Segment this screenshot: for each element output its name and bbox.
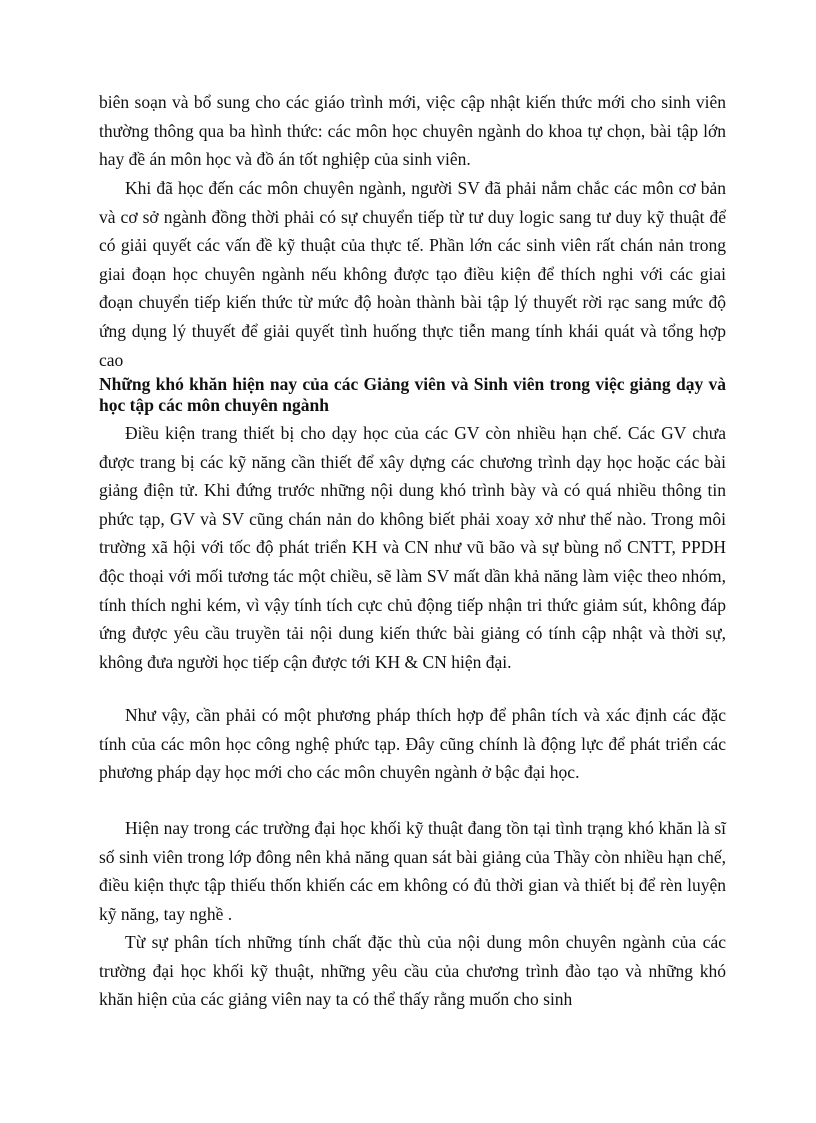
paragraph-teaching-method: Như vậy, cần phải có một phương pháp thích hợp để phân tích và xác định các đặc tính của các môn học công nghệ phức tạp. Đây cũng chính là động lực để phát triển các phương pháp dạy học mới cho các môn chuyên ngành ở bậc đại học. (99, 705, 726, 783)
paragraph-specialized-courses: Khi đã học đến các môn chuyên ngành, người SV đã phải nắm chắc các môn cơ bản và cơ sở ngành đồng thời phải có sự chuyển tiếp từ tư duy logic sang tư duy kỹ thuật để có giải quyết các vấn đề kỹ thuật của thực tế. Phần lớn các sinh viên rất chán nản trong giai đoạn học chuyên ngành nếu không được tạo điều kiện để thích nghi với các giai đoạn chuyển tiếp kiến thức từ mức độ hoàn thành bài tập lý thuyết rời rạc sang mức độ ứng dụng lý thuyết để giải quyết tình huống thực tiễn mang tính khái quát và tổng hợp cao (99, 178, 726, 370)
paragraph-current-situation: Hiện nay trong các trường đại học khối kỹ thuật đang tồn tại tình trạng khó khăn là sĩ số sinh viên trong lớp đông nên khả năng quan sát bài giảng của Thầy còn nhiều hạn chế, điều kiện thực tập thiếu thốn khiến các em không có đủ thời gian và thiết bị để rèn luyện kỹ năng, tay nghề . (99, 818, 726, 924)
paragraph-equipment-conditions: Điều kiện trang thiết bị cho dạy học của các GV còn nhiều hạn chế. Các GV chưa được trang bị các kỹ năng cần thiết để xây dựng các chương trình dạy học hoặc các bài giảng điện tử. Khi đứng trước những nội dung khó trình bày và có quá nhiều thông tin phức tạp, GV và SV cũng chán nản do không biết phải xoay xở như thế nào. Trong môi trường xã hội với tốc độ phát triển KH và CN như vũ bão và sự bùng nổ CNTT, PPDH độc thoại với mối tương tác một chiều, sẽ làm SV mất dần khả năng làm việc theo nhóm, tính thích nghi kém, vì vậy tính tích cực chủ động tiếp nhận tri thức giảm sút, không đáp ứng được yêu cầu truyền tải nội dung kiến thức bài giảng có tính cập nhật và thời sự, không đưa người học tiếp cận được tới KH & CN hiện đại. (99, 423, 726, 672)
section-heading: Những khó khăn hiện nay của các Giảng viên và Sinh viên trong việc giảng dạy và học tập các môn chuyên ngành (99, 374, 726, 415)
paragraph-continuation: biên soạn và bổ sung cho các giáo trình mới, việc cập nhật kiến thức mới cho sinh viên thường thông qua ba hình thức: các môn học chuyên ngành do khoa tự chọn, bài tập lớn hay đề án môn học và đồ án tốt nghiệp của sinh viên. (99, 92, 726, 170)
paragraph-analysis: Từ sự phân tích những tính chất đặc thù của nội dung môn chuyên ngành của các trường đại học khối kỹ thuật, những yêu cầu của chương trình đào tạo và những khó khăn hiện của các giảng viên nay ta có thể thấy rằng muốn cho sinh (99, 932, 726, 1010)
